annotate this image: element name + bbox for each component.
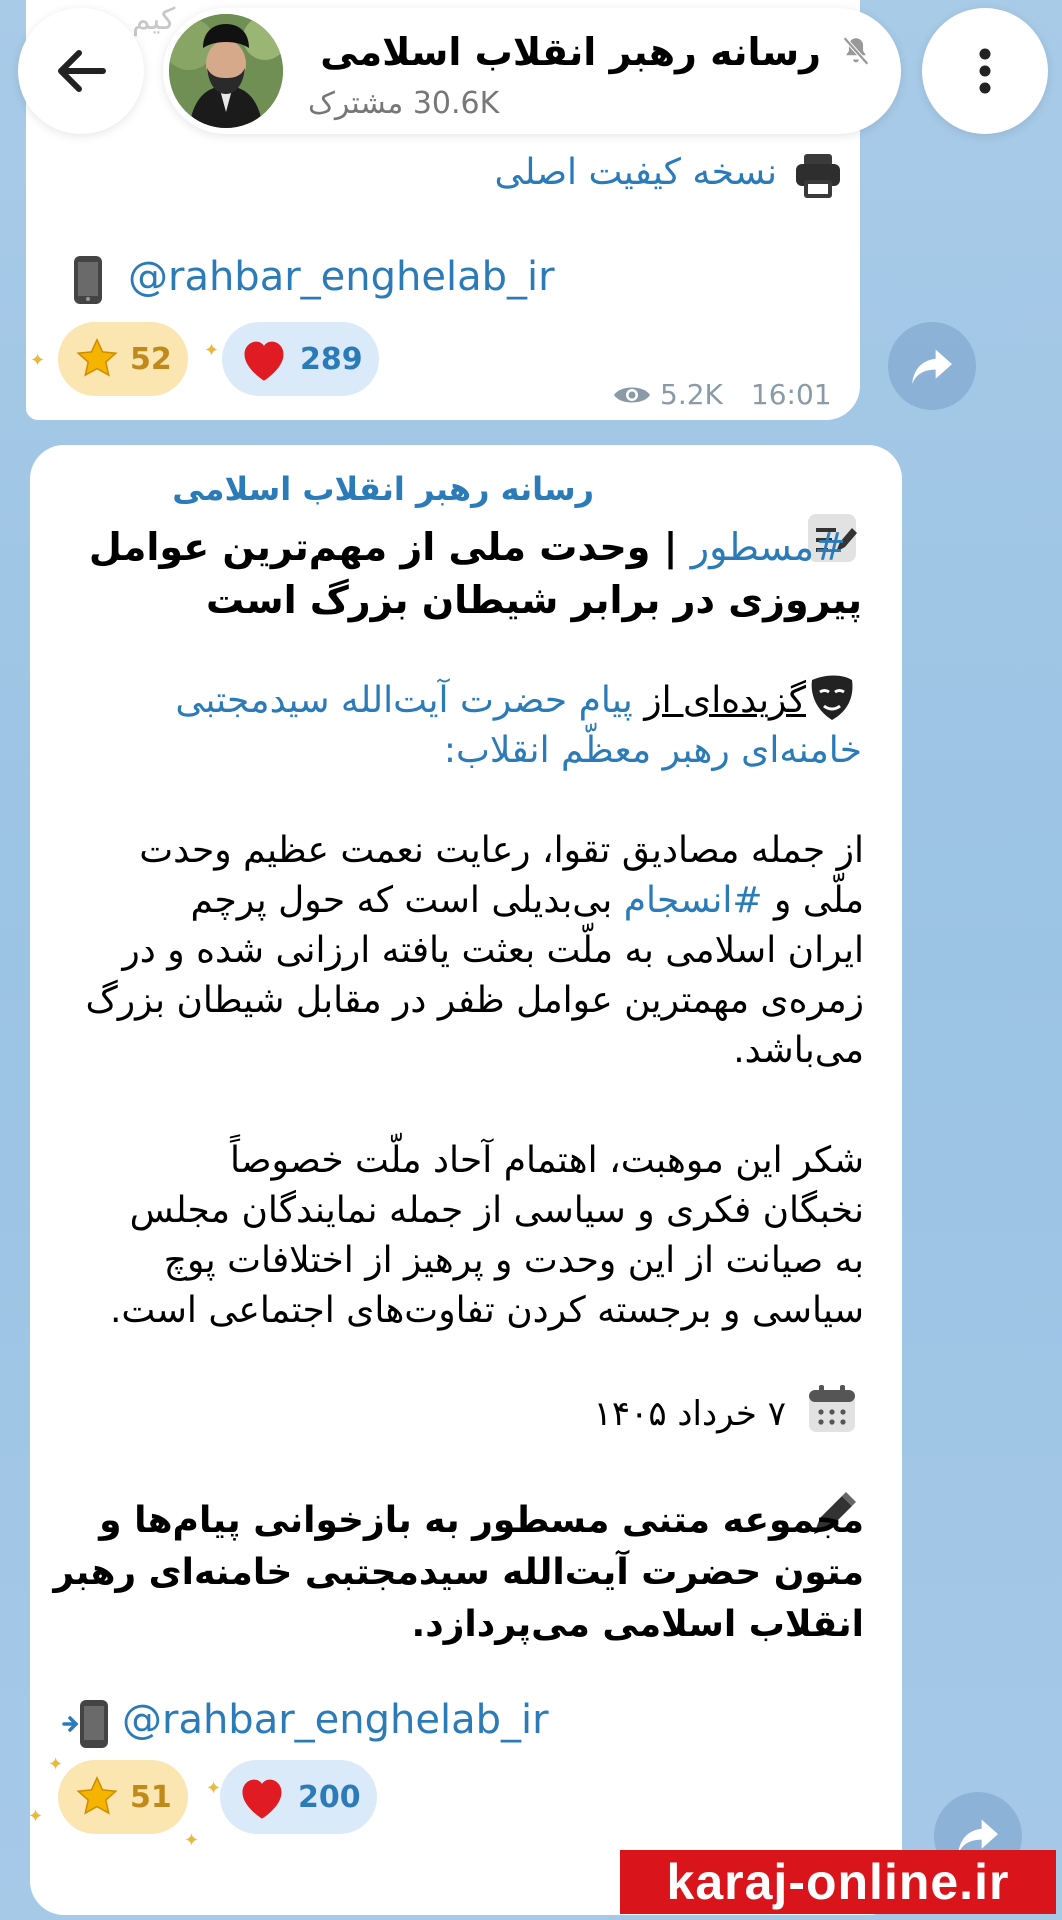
eye-icon [612,382,652,408]
footer-line1: مجموعه متنی مسطور به بازخوانی پیام‌ها و [99,1500,864,1541]
excerpt-line2[interactable]: خامنه‌ای رهبر معظّم انقلاب: [443,730,862,771]
heart-count: 289 [300,341,363,377]
para1-text-a: ملّی و [762,880,864,921]
para1-line1: از جمله مصادیق تقوا، رعایت نعمت عظیم وحدت [139,830,864,871]
faded-text: کیم [132,2,176,37]
heart-reaction[interactable] [222,322,379,396]
share-button[interactable] [888,322,976,410]
share-icon [910,346,954,386]
footer-line3: انقلاب اسلامی می‌پردازد. [411,1604,864,1645]
sparkle-decoration: ✦ [30,350,46,371]
title-text: وحدت ملی از مهم‌ترین عوامل [88,525,651,569]
title-separator: | [650,525,691,569]
channel-header[interactable] [163,8,901,134]
heart-icon [238,335,290,383]
para2-line3: به صیانت از این وحدت و پرهیز از اختلافات پوچ [163,1240,864,1281]
star-icon [74,1774,120,1820]
sparkle-decoration: ✦ [206,1778,222,1799]
para2-line4: سیاسی و برجسته کردن تفاوت‌های اجتماعی است. [109,1290,864,1331]
star-icon [74,336,120,382]
heart-reaction[interactable] [220,1760,377,1834]
more-vertical-icon [978,47,992,95]
hashtag-mastoor[interactable]: #مسطور [690,525,846,569]
sparkle-decoration: ✦ [28,1806,44,1827]
quality-link[interactable]: نسخه کیفیت اصلی [494,152,777,193]
channel-title: رسانه رهبر انقلاب اسلامی [320,30,821,74]
mobile-phone-icon [62,1698,114,1750]
para1-line3: ایران اسلامی به ملّت بعثت یافته ارزانی شده و در [122,930,864,971]
back-arrow-icon [55,49,107,93]
para2-line1: شکر این موهبت، اهتمام آحاد ملّت خصوصاً [229,1140,864,1181]
channel-handle-link[interactable]: @rahbar_enghelab_ir [128,254,555,300]
message-time: 16:01 [750,378,832,411]
para1-line5: می‌باشد. [733,1030,864,1071]
mute-icon [839,34,873,68]
post-title-line1 [89,525,846,569]
printer-icon [792,150,844,202]
avatar-portrait [169,14,283,128]
mask-icon [806,672,858,724]
sparkle-decoration: ✦ [184,1830,200,1851]
subscriber-count: 30.6K مشترک [308,86,500,121]
para2-line2: نخبگان فکری و سیاسی از جمله نمایندگان مجلس [129,1190,864,1231]
excerpt-prefix[interactable]: گزیده‌ای از [644,680,806,721]
hashtag-ensejam[interactable]: #انسجام [623,880,763,921]
mobile-phone-icon [62,254,114,306]
star-count: 51 [130,1779,172,1815]
post-date: ۷ خرداد ۱۴۰۵ [593,1394,786,1434]
para1-line4: زمره‌ی مهمترین عوامل ظفر در مقابل شیطان بزرگ [85,980,864,1021]
heart-count: 200 [298,1779,361,1815]
channel-handle-link[interactable]: @rahbar_enghelab_ir [122,1697,549,1743]
para1-text-b: بی‌بدیلی است که حول پرچم [190,880,624,921]
sparkle-decoration: ✦ [204,340,220,361]
post-title-line2: پیروزی در برابر شیطان بزرگ است [205,578,862,622]
back-button[interactable] [18,8,144,134]
calendar-icon [806,1384,858,1436]
excerpt-link[interactable]: پیام حضرت آیت‌الله سیدمجتبی [175,680,633,721]
para1-line2 [191,880,864,921]
more-options-button[interactable] [922,8,1048,134]
sender-name[interactable]: رسانه رهبر انقلاب اسلامی [172,470,594,508]
watermark: karaj-online.ir [620,1850,1056,1914]
star-reaction[interactable] [58,322,188,396]
channel-avatar[interactable] [169,14,283,128]
sparkle-decoration: ✦ [48,1754,64,1775]
message-meta [612,378,832,411]
excerpt-line1 [175,680,806,721]
heart-icon [236,1773,288,1821]
star-count: 52 [130,341,172,377]
view-count: 5.2K [660,378,723,411]
star-reaction[interactable] [58,1760,188,1834]
footer-line2: متون حضرت آیت‌الله سیدمجتبی خامنه‌ای رهبر [53,1552,864,1593]
